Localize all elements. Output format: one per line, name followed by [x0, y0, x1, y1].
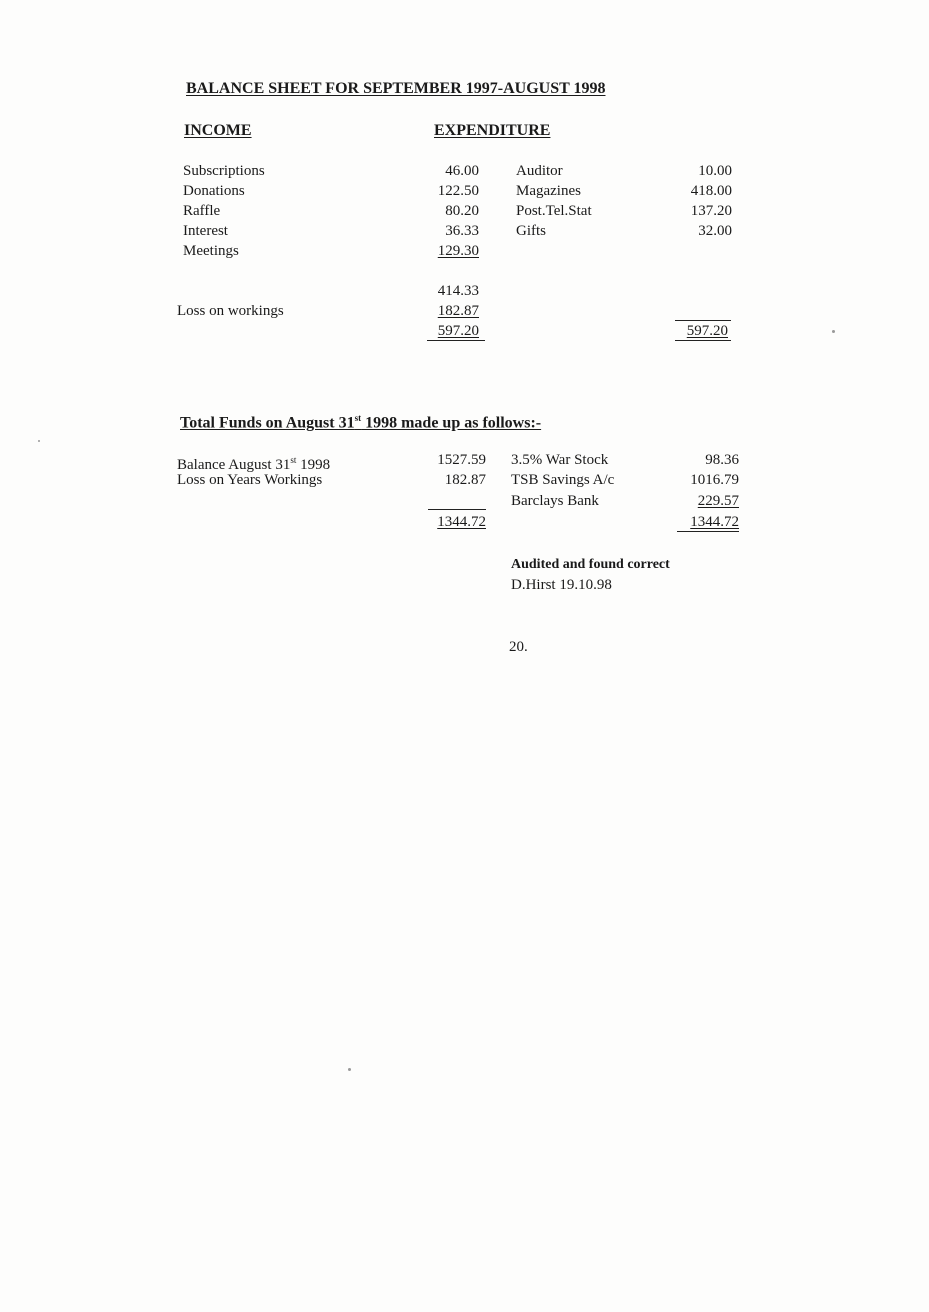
funds-title: Total Funds on August 31st 1998 made up as follows:-: [180, 413, 542, 432]
page-number: 20.: [509, 639, 528, 655]
income-subtotal: 414.33: [437, 283, 479, 299]
holding-amount: 1016.79: [690, 472, 739, 488]
income-header: INCOME: [184, 122, 252, 139]
expenditure-amount: 418.00: [690, 183, 732, 199]
loss-amount: 182.87: [437, 303, 479, 319]
income-label: Interest: [183, 223, 228, 239]
funds-left-rule: [428, 509, 486, 510]
income-amount: 36.33: [445, 223, 479, 239]
expenditure-total-rule-top: [675, 320, 731, 321]
expenditure-label: Gifts: [516, 223, 546, 239]
scan-speck: [38, 440, 40, 442]
income-amount: 129.30: [437, 243, 479, 259]
funds-right-rule: [677, 531, 739, 532]
expenditure-header: EXPENDITURE: [434, 122, 551, 139]
income-label: Raffle: [183, 203, 221, 219]
holding-amount: 229.57: [697, 493, 739, 509]
income-label: Meetings: [183, 243, 239, 259]
funds-loss-label: Loss on Years Workings: [177, 472, 323, 488]
holding-amount: 98.36: [705, 452, 739, 468]
income-label: Donations: [183, 183, 245, 199]
expenditure-total-rule: [675, 340, 731, 341]
funds-right-total: 1344.72: [690, 514, 739, 530]
expenditure-label: Auditor: [516, 163, 563, 179]
income-total: 597.20: [437, 323, 479, 339]
page-title: BALANCE SHEET FOR SEPTEMBER 1997-AUGUST 1998: [186, 80, 606, 97]
funds-balance-amount: 1527.59: [437, 452, 486, 468]
loss-label: Loss on workings: [177, 303, 284, 319]
scan-speck: [348, 1068, 351, 1071]
holding-label: Barclays Bank: [511, 493, 599, 509]
income-total-rule: [427, 340, 485, 341]
audit-note: Audited and found correct: [511, 557, 670, 572]
holding-label: 3.5% War Stock: [511, 452, 609, 468]
funds-loss-amount: 182.87: [444, 472, 486, 488]
expenditure-label: Magazines: [516, 183, 581, 199]
scan-speck: [832, 330, 835, 333]
funds-left-total: 1344.72: [437, 514, 486, 530]
income-amount: 46.00: [445, 163, 479, 179]
income-amount: 80.20: [445, 203, 479, 219]
funds-balance-label: Balance August 31st 1998: [177, 455, 331, 473]
audit-signature: D.Hirst 19.10.98: [511, 577, 612, 593]
holding-label: TSB Savings A/c: [511, 472, 615, 488]
income-amount: 122.50: [437, 183, 479, 199]
expenditure-total: 597.20: [686, 323, 728, 339]
expenditure-amount: 137.20: [690, 203, 732, 219]
income-label: Subscriptions: [183, 163, 265, 179]
expenditure-label: Post.Tel.Stat: [516, 203, 592, 219]
expenditure-amount: 10.00: [698, 163, 732, 179]
expenditure-amount: 32.00: [698, 223, 732, 239]
